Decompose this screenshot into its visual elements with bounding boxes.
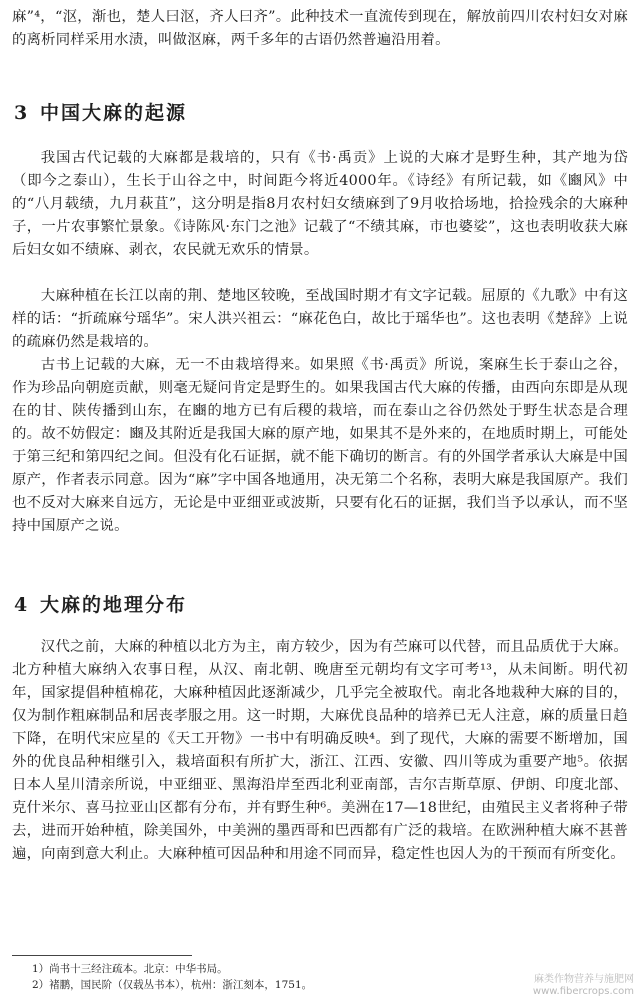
footnote-divider (12, 955, 192, 956)
footnote-1: 1）尚书十三经注疏本。北京：中华书局。 (32, 963, 228, 975)
section-4-title: 大麻的地理分布 (40, 594, 188, 616)
watermark-title: 麻类作物营养与施肥网 (534, 974, 634, 985)
section-3-paragraph-1: 我国古代记载的大麻都是栽培的，只有《书·禹贡》上说的大麻才是野生种，其产地为岱（即今之泰山），生长于山谷之中，时间距今将近4000年。《诗经》有所记载，如《豳风》中的“八月载绩，九月萩苴”，这分明是指8月农村妇女绩麻到了9月收拾场地，拾捡残余的大麻种子，一片农事繁忙景象。《诗陈风·东门之池》记载了“不绩其麻，市也婆娑”，这也表明收获大麻后妇女如不绩麻、剥衣，农民就无欢乐的情景。 (12, 150, 628, 258)
section-4-paragraph-1: 汉代之前，大麻的种植以北方为主，南方较少，因为有苎麻可以代替，而且品质优于大麻。北方种植大麻纳入农事日程，从汉、南北朝、晚唐至元朝均有文字可考¹³，从未间断。明代初年，国家提倡种植棉花，大麻种植因此逐渐减少，几乎完全被取代。南北各地栽种大麻的目的，仅为制作粗麻制品和居丧孝服之用。这一时期，大麻优良品种的培养已无人注意，麻的质量日趋下降，在明代宋应星的《天工开物》一书中有明确反映⁴。到了现代，大麻的需要不断增加，国外的优良品种相继引入，栽培面积有所扩大，浙江、江西、安徽、四川等成为重要产地⁵。依据日本人星川清亲所说，中亚细亚、黑海沿岸至西北利亚南部，吉尔吉斯草原、伊朗、印度北部、克什米尔、喜马拉亚山区都有分布，并有野生种⁶。美洲在17—18世纪，由殖民主义者将种子带去，进而开始种植，除美国外，中美洲的墨西哥和巴西都有广泛的栽培。在欧洲种植大麻不甚普遍，向南到意大利止。大麻种植可因品种和用途不同而异，稳定性也因人为的干预而有所变化。 (12, 639, 628, 862)
section-3-heading (14, 98, 187, 125)
watermark-url: www.fibercrops.com (532, 986, 634, 997)
section-3-paragraph-3: 古书上记载的大麻，无一不由栽培得来。如果照《书·禹贡》所说，案麻生长于泰山之谷，作为珍品向朝庭贡献，则毫无疑问肯定是野生的。如果我国古代大麻的传播，由西向东即是从现在的甘、陕传播到山东，在豳的地方已有后稷的栽培，而在泰山之谷仍然处于野生状态是合理的。故不妨假定：豳及其附近是我国大麻的原产地，如果其不是外来的，在地质时期上，可能处于第三纪和第四纪之间。但没有化石证据，就不能下确切的断言。有的外国学者承认大麻是中国原产，作者表示同意。因为“麻”字中国各地通用，决无第二个名称，表明大麻是我国原产。我们也不反对大麻来自远方，无论是中亚细亚或波斯，只要有化石的证据，我们当予以承认，而不坚持中国原产之说。 (12, 357, 628, 534)
section-3-title: 中国大麻的起源 (40, 102, 188, 124)
section-3-number: 3 (14, 102, 30, 124)
footnote-2: 2）褚鹏，国民阶（仅载丛书本），杭州：浙江刻本，1751。 (32, 979, 313, 991)
section-4-heading (14, 590, 187, 617)
section-3-paragraph-2: 大麻种植在长江以南的荆、楚地区较晚，至战国时期才有文字记载。屈原的《九歌》中有这样的话：“折疏麻兮瑶华”。宋人洪兴祖云：“麻花色白，故比于瑶华也”。这也表明《楚辞》上说的疏麻仍然是栽培的。 (12, 288, 628, 350)
intro-paragraph: 麻”⁴，“沤，渐也，楚人曰沤，齐人曰齐”。此种技术一直流传到现在，解放前四川农村妇女对麻的离析同样采用水渍，叫做沤麻，两千多年的古语仍然普遍沿用着。 (12, 9, 628, 48)
site-watermark (533, 974, 634, 998)
section-4-number: 4 (14, 594, 30, 616)
